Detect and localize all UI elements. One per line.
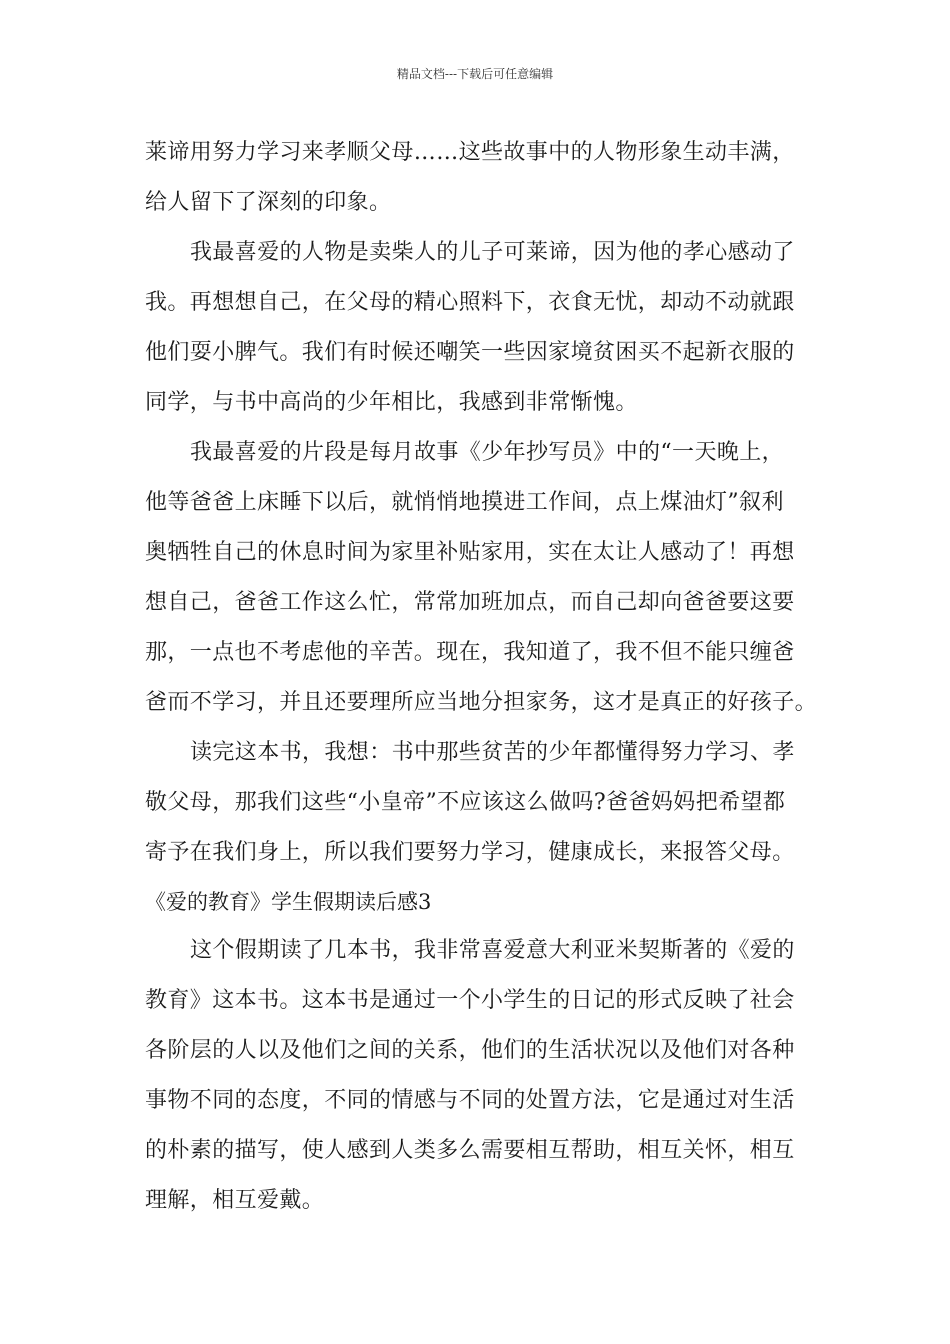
- paragraph-start-line: 这个假期读了几本书，我非常喜爱意大利亚米契斯著的《爱的: [190, 938, 795, 963]
- section-heading: 《爱的教育》学生假期读后感3: [145, 890, 432, 914]
- text-line: 教育》这本书。这本书是通过一个小学生的日记的形式反映了社会: [145, 988, 795, 1013]
- text-line: 我。再想想自己，在父母的精心照料下，衣食无忧，却动不动就跟: [145, 290, 795, 315]
- paragraph-start-line: 我最喜爱的片段是每月故事《少年抄写员》中的“一天晚上，: [190, 440, 785, 465]
- paragraph-start-line: 读完这本书，我想：书中那些贫苦的少年都懂得努力学习、孝: [190, 740, 795, 765]
- text-line: 同学，与书中高尚的少年相比，我感到非常惭愧。: [145, 390, 638, 415]
- text-line: 敬父母，那我们这些“小皇帝”不应该这么做吗?爸爸妈妈把希望都: [145, 790, 786, 815]
- text-line: 那，一点也不考虑他的辛苦。现在，我知道了，我不但不能只缠爸: [145, 640, 795, 665]
- text-line: 各阶层的人以及他们之间的关系，他们的生活状况以及他们对各种: [145, 1038, 795, 1063]
- text-line: 他等爸爸上床睡下以后，就悄悄地摸进工作间，点上煤油灯”叙利: [145, 490, 784, 515]
- text-line: 事物不同的态度，不同的情感与不同的处置方法，它是通过对生活: [145, 1088, 795, 1113]
- text-line: 他们耍小脾气。我们有时候还嘲笑一些因家境贫困买不起新衣服的: [145, 340, 795, 365]
- text-line: 给人留下了深刻的印象。: [145, 190, 392, 215]
- text-line: 爸而不学习，并且还要理所应当地分担家务，这才是真正的好孩子。: [145, 690, 818, 715]
- text-line: 寄予在我们身上，所以我们要努力学习，健康成长，来报答父母。: [145, 840, 795, 865]
- document-body: [145, 128, 818, 1226]
- text-line: 莱谛用努力学习来孝顺父母……这些故事中的人物形象生动丰满，: [145, 140, 795, 165]
- text-line: 想自己，爸爸工作这么忙，常常加班加点，而自己却向爸爸要这要: [145, 590, 795, 615]
- text-line: 奥牺牲自己的休息时间为家里补贴家用，实在太让人感动了！再想: [145, 540, 795, 565]
- text-line: 的朴素的描写，使人感到人类多么需要相互帮助，相互关怀，相互: [145, 1138, 795, 1163]
- text-line: 理解，相互爱戴。: [145, 1188, 325, 1213]
- paragraph-start-line: 我最喜爱的人物是卖柴人的儿子可莱谛，因为他的孝心感动了: [190, 240, 795, 265]
- page-header: 精品文档---下载后可任意编辑: [396, 67, 554, 81]
